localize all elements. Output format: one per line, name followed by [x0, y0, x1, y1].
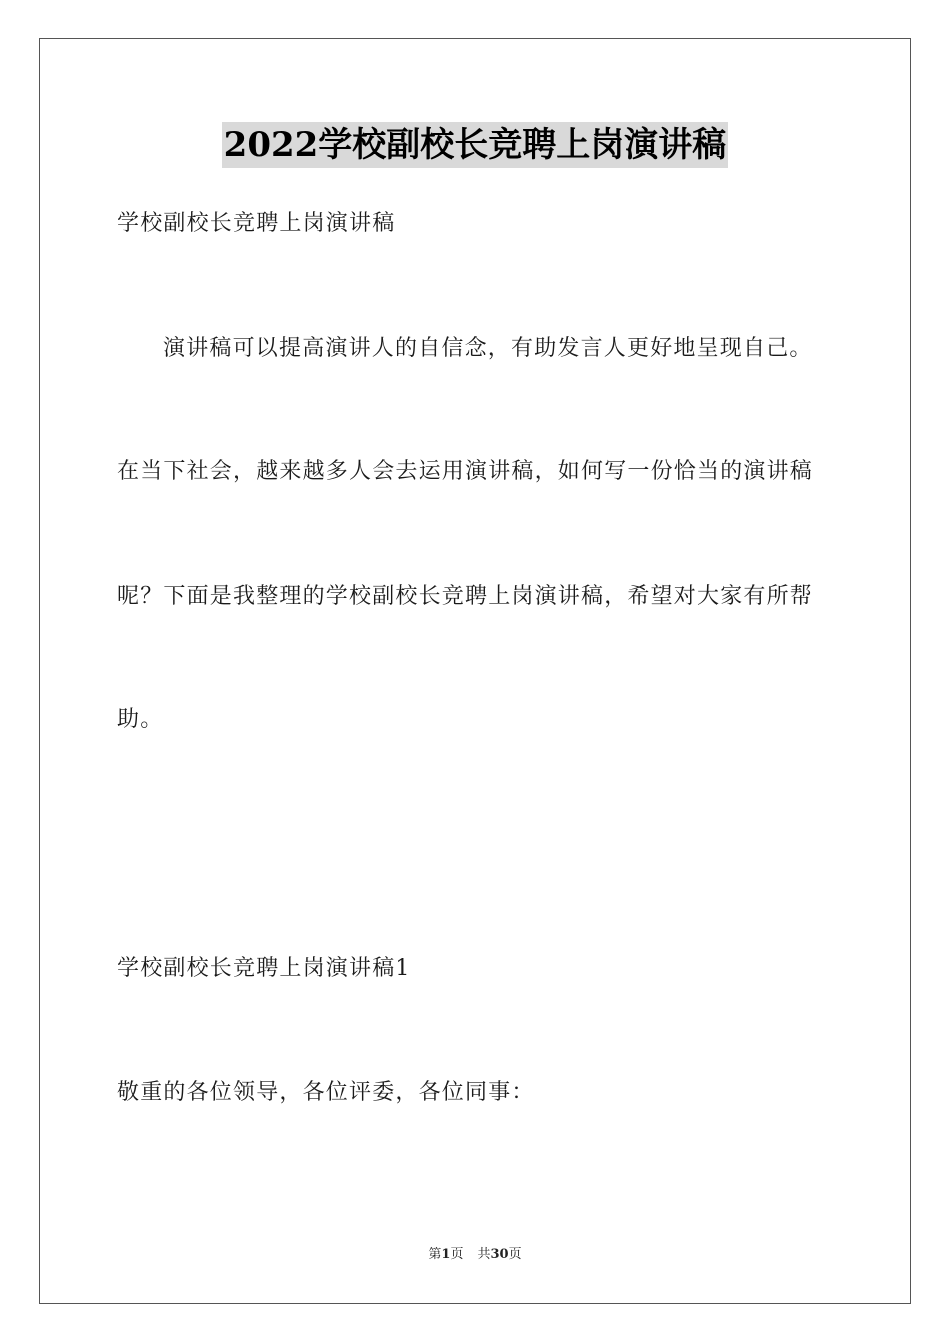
paragraph-line-1: 演讲稿可以提高演讲人的自信念，有助发言人更好地呈现自己。	[163, 336, 813, 361]
section-heading: 学校副校长竞聘上岗演讲稿1	[117, 956, 411, 981]
footer-total-pages: 30	[490, 1247, 509, 1262]
footer-total-suffix: 页	[508, 1247, 522, 1262]
document-title	[0, 122, 950, 172]
footer-total-prefix: 共	[477, 1247, 491, 1262]
footer-page-number: 1	[441, 1247, 451, 1262]
document-title-text: 2022学校副校长竞聘上岗演讲稿	[222, 122, 729, 168]
salutation: 敬重的各位领导，各位评委，各位同事：	[117, 1080, 535, 1105]
document-subtitle: 学校副校长竞聘上岗演讲稿	[117, 211, 396, 236]
footer-page-suffix: 页	[450, 1247, 464, 1262]
paragraph-line-2: 在当下社会，越来越多人会去运用演讲稿，如何写一份恰当的演讲稿	[117, 459, 814, 484]
page-footer	[0, 1246, 950, 1264]
paragraph-line-3: 呢？下面是我整理的学校副校长竞聘上岗演讲稿，希望对大家有所帮	[117, 584, 814, 609]
footer-page-prefix: 第	[428, 1247, 442, 1262]
paragraph-line-4: 助。	[117, 707, 164, 732]
